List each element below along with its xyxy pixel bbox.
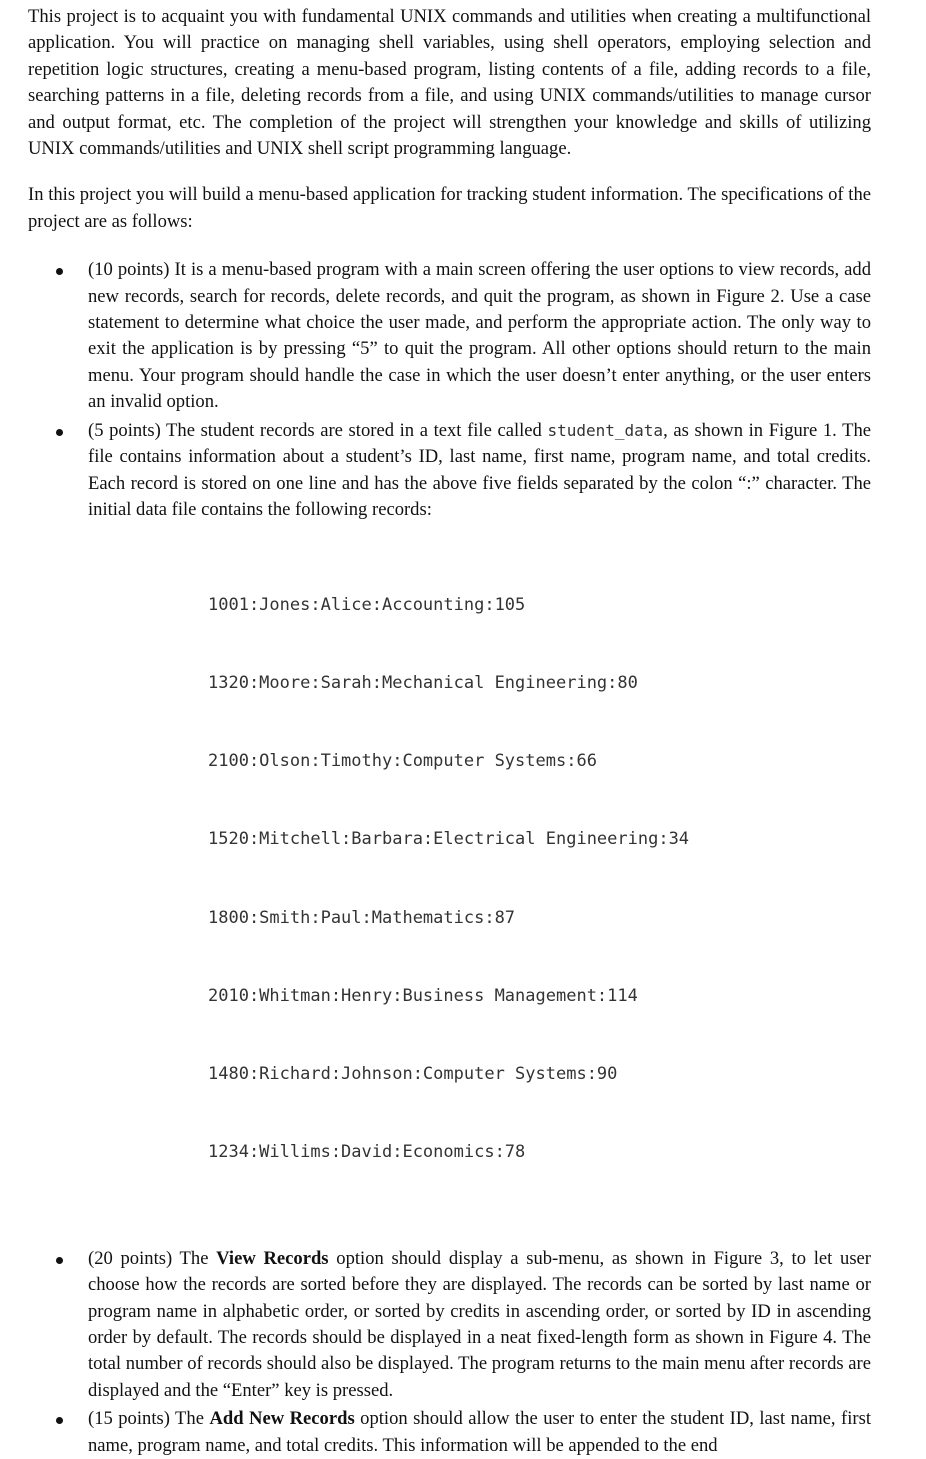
record-line: 1320:Moore:Sarah:Mechanical Engineering:80 <box>208 672 638 693</box>
spec-list <box>28 257 871 1459</box>
record-line: 1001:Jones:Alice:Accounting:105 <box>208 594 526 615</box>
option-name: View Records <box>216 1247 329 1269</box>
record-line: 2100:Olson:Timothy:Computer Systems:66 <box>208 751 597 772</box>
spec-item-add-records <box>28 1406 871 1459</box>
spec-item-text: option should allow the user to enter the student ID, last name, first name, program name, and total credits. This information will be appended to the end <box>88 1408 872 1456</box>
document-page <box>28 4 871 1459</box>
record-line: 1800:Smith:Paul:Mathematics:87 <box>208 907 516 928</box>
record-line: 1520:Mitchell:Barbara:Electrical Engineering:34 <box>208 829 690 850</box>
spec-item-text: (5 points) The student records are stored in a text file called <box>88 419 548 441</box>
spec-item-text: (15 points) The <box>88 1408 210 1430</box>
record-line: 1234:Willims:David:Economics:78 <box>208 1142 526 1163</box>
bullet-icon <box>56 429 63 436</box>
project-spec-intro: In this project you will build a menu-based application for tracking student information. The specifications of the project are as follows: <box>28 184 871 232</box>
spec-item-view-records <box>28 1246 871 1404</box>
file-name: student_data <box>547 420 664 440</box>
bullet-icon <box>56 1417 63 1424</box>
spec-item-text: , as shown in Figure 1. The file contains information about a student’s ID, last name, first name, program name, and total credits. Each record is stored on one line and has the above five fields separated by the colon “:” character. The initial data file contains the following records: <box>88 419 871 520</box>
bullet-icon <box>56 1257 63 1264</box>
spec-item-main-menu <box>28 257 871 415</box>
spec-item-text: (10 points) It is a menu-based program with a main screen offering the user options to view records, add new records, search for records, delete records, and quit the program, as shown in Figure 2. Use a case statement to determine what choice the user made, and perform the appropriate action. The only way to exit the application is by pressing “5” to quit the program. All other options should return to the main menu. Your program should handle the case in which the user doesn’t enter anything, or the user enters an invalid option. <box>88 259 871 413</box>
intro-paragraph: This project is to acquaint you with fundamental UNIX commands and utilities when creating a multifunctional application. You will practice on managing shell variables, using shell operators, employing selection and repetition logic structures, creating a menu-based program, listing contents of a file, adding records to a file, searching patterns in a file, deleting records from a file, and using UNIX commands/utilities to manage cursor and output format, etc. The completion of the project will strengthen your knowledge and skills of utilizing UNIX commands/utilities and UNIX shell script programming language. <box>28 6 871 160</box>
record-line: 1480:Richard:Johnson:Computer Systems:90 <box>208 1064 618 1085</box>
bullet-icon <box>56 268 63 275</box>
spec-item-text: (20 points) The <box>88 1247 217 1269</box>
spec-item-text: option should display a sub-menu, as shown in Figure 3, to let user choose how the records are sorted before they are displayed. The records can be sorted by last name or program name in alphabetic order, or sorted by credits in ascending order, or sorted by ID in ascending order by default. The records should be displayed in a neat fixed-length form as shown in Figure 4. The total number of records should also be displayed. The program returns to the main menu after records are displayed and the “Enter” key is pressed. <box>88 1247 871 1401</box>
spec-item-data-file <box>28 418 871 1218</box>
records-listing <box>88 539 871 1217</box>
option-name: Add New Records <box>209 1408 355 1430</box>
record-line: 2010:Whitman:Henry:Business Management:114 <box>208 985 638 1006</box>
